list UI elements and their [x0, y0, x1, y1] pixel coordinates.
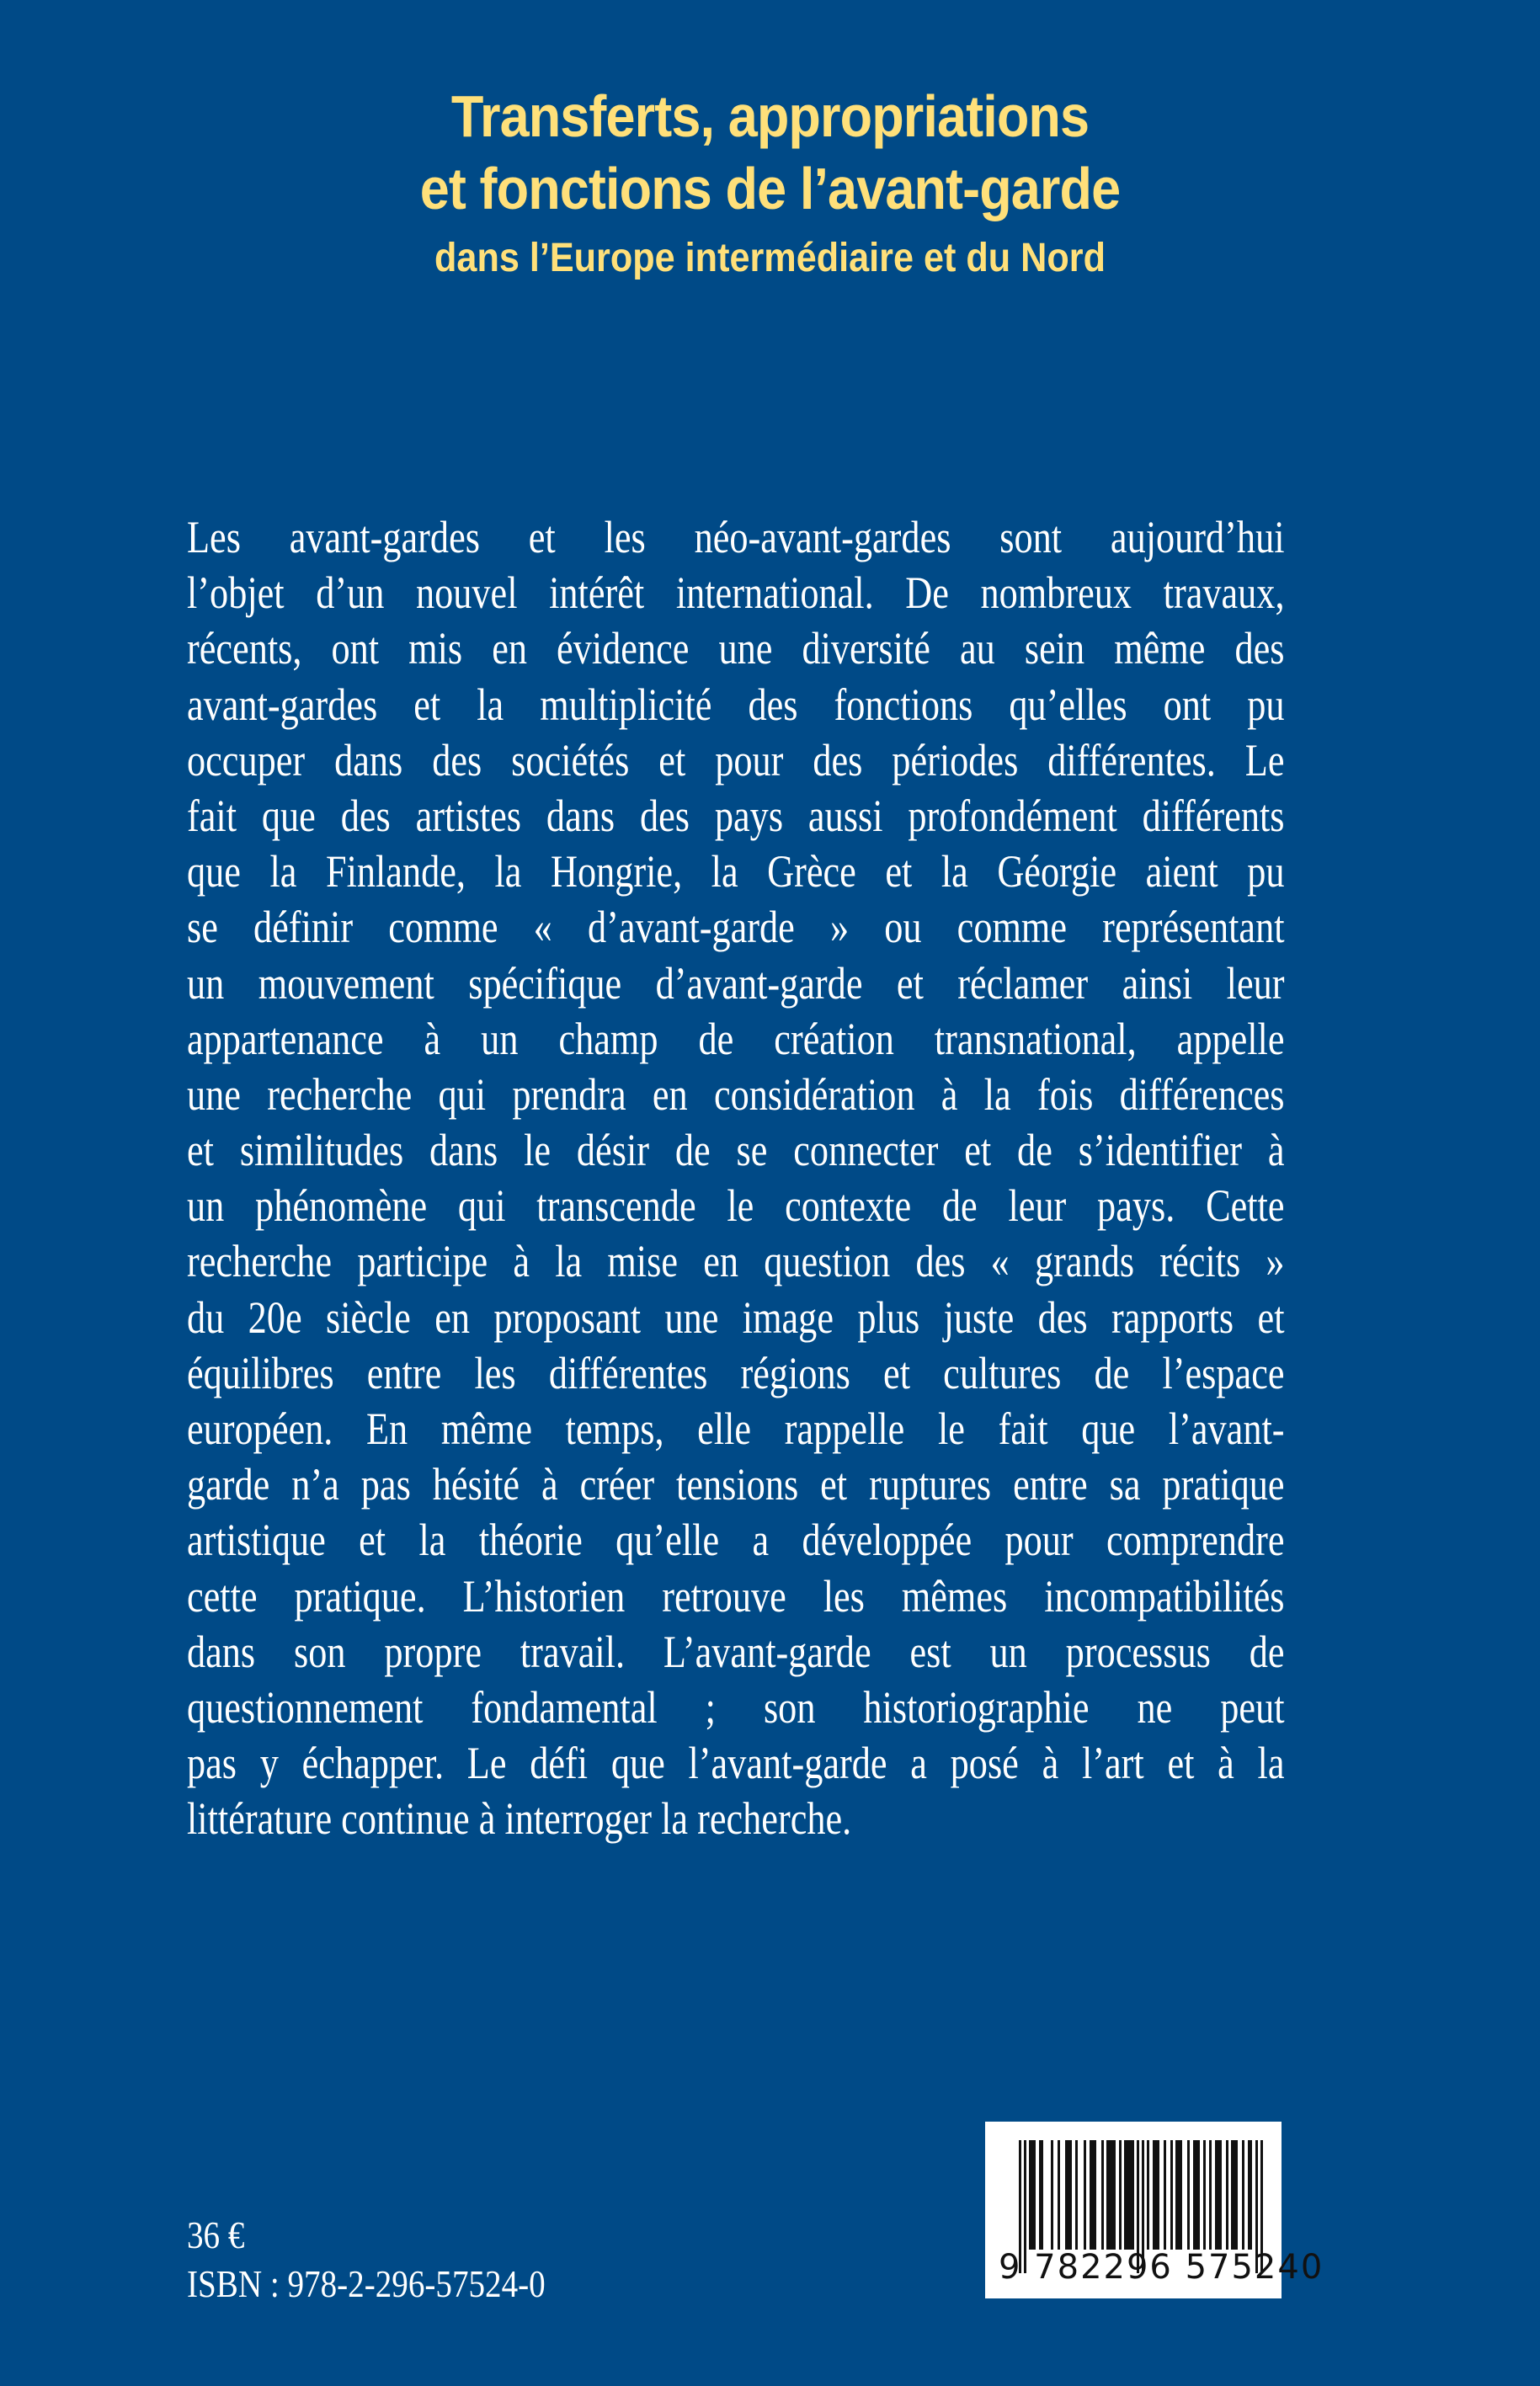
blurb-line: cette pratique. L’historien retrouve les mêmes incompatibilités — [187, 1570, 1285, 1622]
blurb-line: un mouvement spécifique d’avant-garde et réclamer ainsi leur — [187, 957, 1285, 1009]
blurb-line: équilibres entre les différentes régions et cultures de l’espace — [187, 1347, 1285, 1398]
blurb-line: garde n’a pas hésité à créer tensions et ruptures entre sa pratique — [187, 1459, 1285, 1510]
blurb-line: occuper dans des sociétés et pour des périodes différentes. Le — [187, 734, 1285, 786]
blurb-line: littérature continue à interroger la recherche. — [187, 1793, 852, 1845]
blurb-line: se définir comme « d’avant-garde » ou comme représentant — [187, 902, 1285, 953]
blurb-line: pas y échapper. Le défi que l’avant-garde a posé à l’art et à la — [187, 1738, 1285, 1789]
book-title-line-2: et fonctions de l’avant-garde — [419, 156, 1121, 221]
blurb-line: appartenance à un champ de création transnational, appelle — [187, 1013, 1285, 1064]
blurb-line: du 20e siècle en proposant une image plus juste des rapports et — [187, 1292, 1285, 1343]
blurb-line: artistique et la théorie qu’elle a développée pour comprendre — [187, 1515, 1285, 1566]
blurb-line: Les avant-gardes et les néo-avant-gardes sont aujourd’hui — [187, 512, 1285, 562]
cover-title-block — [0, 80, 1540, 284]
blurb-line: recherche participe à la mise en question des « grands récits » — [187, 1236, 1285, 1287]
back-cover-blurb — [187, 509, 1284, 1847]
blurb-line: une recherche qui prendra en considération à la fois différences — [187, 1068, 1285, 1120]
barcode-digits: 9 782296 575240 — [999, 2248, 1324, 2287]
isbn-label: ISBN : 978-2-296-57524-0 — [187, 2262, 546, 2305]
price-label: 36 € — [187, 2213, 245, 2256]
book-title-line-1: Transferts, appropriations — [450, 83, 1090, 149]
barcode — [985, 2122, 1324, 2298]
book-subtitle: dans l’Europe intermédiaire et du Nord — [434, 236, 1106, 280]
blurb-line: que la Finlande, la Hongrie, la Grèce et la Géorgie aient pu — [187, 846, 1285, 897]
blurb-line: européen. En même temps, elle rappelle le fait que l’avant- — [187, 1403, 1285, 1454]
blurb-line: dans son propre travail. L’avant-garde est un processus de — [187, 1626, 1285, 1677]
blurb-line: l’objet d’un nouvel intérêt international. De nombreux travaux, — [187, 567, 1285, 619]
blurb-line: récents, ont mis en évidence une diversité au sein même des — [187, 623, 1285, 674]
blurb-line: questionnement fondamental ; son historiographie ne peut — [187, 1681, 1285, 1733]
blurb-line: un phénomène qui transcende le contexte de leur pays. Cette — [187, 1180, 1285, 1232]
blurb-line: avant-gardes et la multiplicité des fonctions qu’elles ont pu — [187, 679, 1285, 730]
blurb-line: et similitudes dans le désir de se connecter et de s’identifier à — [187, 1125, 1285, 1176]
blurb-line: fait que des artistes dans des pays aussi profondément différents — [187, 790, 1285, 841]
